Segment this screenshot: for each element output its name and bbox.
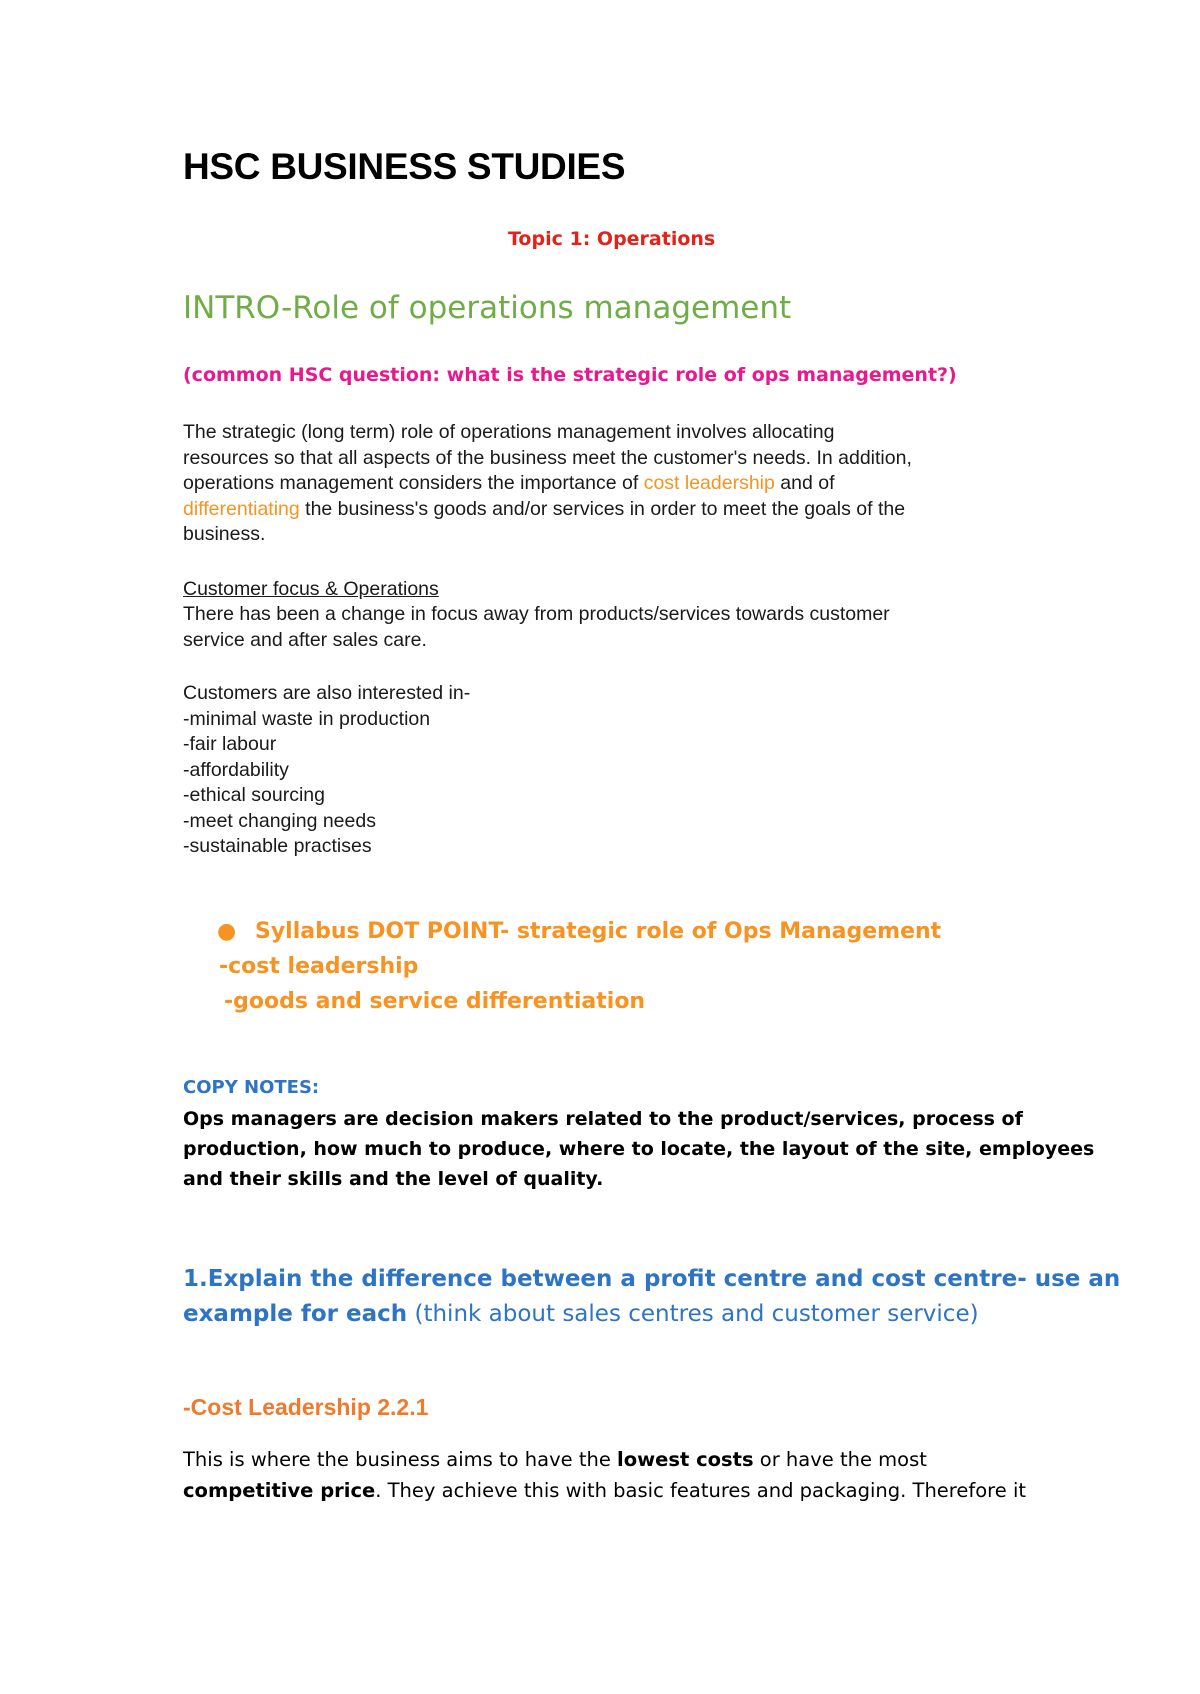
customer-focus-text — [183, 602, 890, 653]
question-line — [183, 1297, 1120, 1332]
strategic-role-paragraph — [183, 420, 912, 548]
question-hint: (think about sales centres and customer service) — [407, 1301, 979, 1327]
paragraph-line — [183, 471, 912, 497]
emphasis-lowest-costs: lowest costs — [617, 1448, 754, 1471]
paragraph-line: The strategic (long term) role of operations management involves allocating — [183, 421, 835, 443]
list-item: -affordability — [183, 758, 289, 781]
cost-leadership-paragraph — [183, 1444, 1026, 1506]
syllabus-item: -cost leadership — [219, 954, 419, 979]
bullet-icon: ● — [217, 919, 237, 944]
topic-heading: Topic 1: Operations — [508, 228, 716, 250]
emphasis-competitive-price: competitive price — [183, 1479, 376, 1502]
list-intro: Customers are also interested in- — [183, 682, 471, 704]
paragraph-line: There has been a change in focus away from products/services towards customer — [183, 603, 890, 625]
paragraph-line: and their skills and the level of quality. — [183, 1168, 604, 1190]
customer-interests-list — [183, 681, 470, 860]
paragraph-line: service and after sales care. — [183, 628, 427, 651]
intro-heading: INTRO-Role of operations management — [183, 290, 792, 326]
list-item: -minimal waste in production — [183, 707, 431, 730]
syllabus-dot-point — [217, 914, 941, 1019]
paragraph-text: or have the most — [753, 1448, 927, 1471]
paragraph-line: resources so that all aspects of the business meet the customer's needs. In addition, — [183, 446, 912, 469]
paragraph-line — [183, 1444, 1026, 1475]
paragraph-text: . They achieve this with basic features and packaging. Therefore it — [375, 1479, 1027, 1502]
customer-focus-heading: Customer focus & Operations — [183, 578, 439, 600]
hsc-question: (common HSC question: what is the strategic role of ops management?) — [183, 364, 957, 386]
copy-notes-paragraph — [183, 1104, 1094, 1194]
question-text: 1.Explain the difference between a profit centre and cost centre- use an — [183, 1266, 1121, 1292]
list-item: -fair labour — [183, 733, 277, 755]
copy-notes-label: COPY NOTES: — [183, 1077, 320, 1098]
cost-leadership-heading: -Cost Leadership 2.2.1 — [183, 1394, 429, 1420]
question-1 — [183, 1262, 1120, 1332]
document-title: HSC BUSINESS STUDIES — [183, 146, 626, 187]
list-item: -meet changing needs — [183, 809, 376, 832]
paragraph-text: the business's goods and/or services in order to meet the goals of the — [299, 497, 906, 520]
syllabus-line — [217, 914, 941, 949]
paragraph-text: and of — [774, 472, 835, 494]
paragraph-text: This is where the business aims to have the — [183, 1448, 618, 1471]
list-item: -sustainable practises — [183, 835, 372, 857]
question-line — [183, 1262, 1120, 1297]
paragraph-line — [183, 497, 912, 523]
list-item: -ethical sourcing — [183, 784, 325, 806]
highlight-differentiating: differentiating — [183, 497, 300, 520]
highlight-cost-leadership: cost leadership — [643, 472, 775, 494]
syllabus-item: -goods and service differentiation — [224, 989, 646, 1014]
question-text: example for each — [183, 1301, 408, 1327]
paragraph-line: production, how much to produce, where to locate, the layout of the site, employees — [183, 1138, 1095, 1160]
paragraph-line: business. — [183, 523, 266, 545]
syllabus-title: Syllabus DOT POINT- strategic role of Ops Management — [255, 919, 942, 944]
paragraph-line: Ops managers are decision makers related to the product/services, process of — [183, 1108, 1023, 1130]
paragraph-text: operations management considers the importance of — [183, 472, 644, 494]
paragraph-line — [183, 1475, 1026, 1506]
